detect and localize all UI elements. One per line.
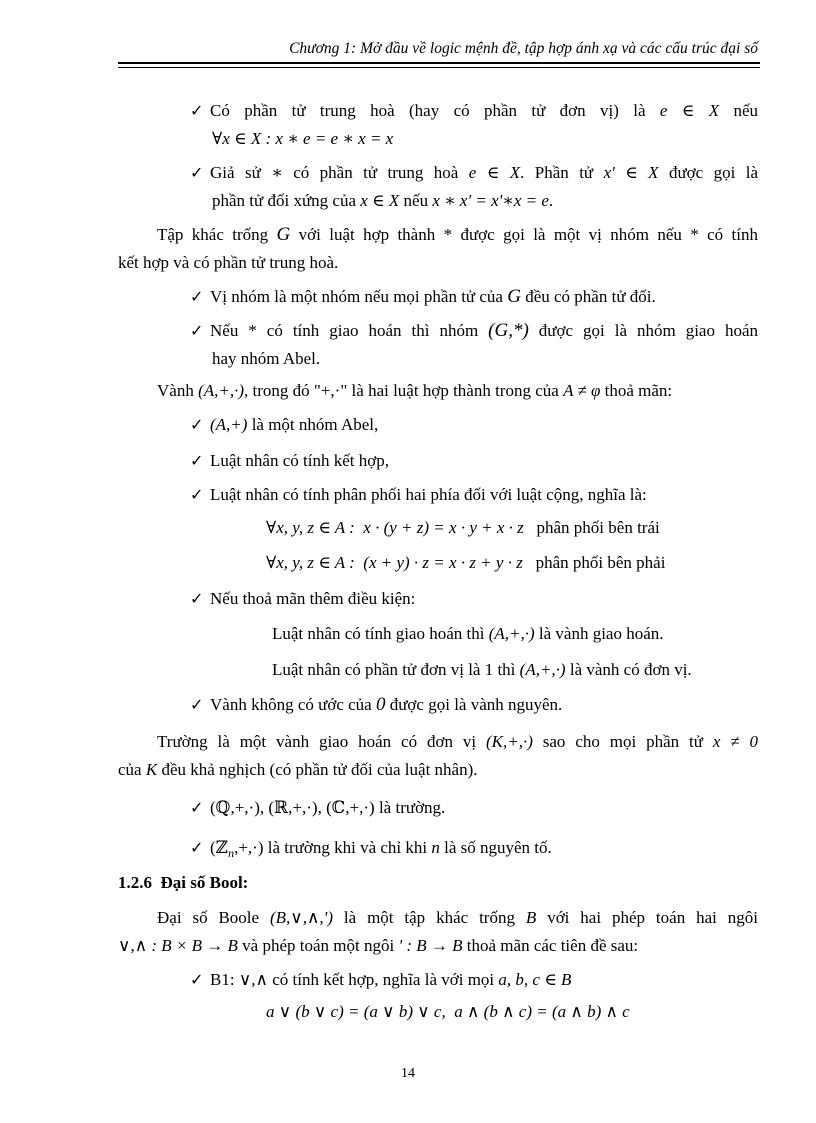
check-icon: ✓ (190, 838, 204, 857)
page-number: 14 (401, 1066, 415, 1081)
header-rule-thin (118, 67, 760, 68)
paragraph-field: Trường là một vành giao hoán có đơn vị (K,+,·) sao cho mọi phần tử x ≠ 0 (157, 732, 758, 751)
condition-unital-ring: Luật nhân có phần tử đơn vị là 1 thì (A,+,·) là vành có đơn vị. (272, 660, 692, 679)
paragraph-boolean-algebra: Đại số Boole (B,∨,∧,') là một tập khác trống B với hai phép toán hai ngôi (157, 908, 759, 927)
paragraph-monoid-line2: kết hợp và có phần tử trung hoà. (118, 253, 339, 272)
check-icon: ✓ (190, 589, 204, 608)
check-icon: ✓ (190, 415, 204, 434)
bullet-integral-domain: ✓ Vành không có ước của 0 được gọi là vành nguyên. (190, 691, 562, 719)
check-icon: ✓ (190, 970, 204, 989)
formula-associativity: a ∨ (b ∨ c) = (a ∨ b) ∨ c, a ∧ (b ∧ c) = (a ∧ b) ∧ c (266, 1002, 630, 1021)
bullet-group: ✓ Vị nhóm là một nhóm nếu mọi phần tử của G đều có phần tử đối. (190, 283, 656, 311)
bullet-number-fields: ✓ (ℚ,+,·), (ℝ,+,·), (ℂ,+,·) là trường. (190, 794, 445, 822)
check-icon: ✓ (190, 163, 204, 182)
paragraph-boolean-line2: ∨,∧ : B × B → B và phép toán một ngôi ' : B → B thoả mãn các tiên đề sau: (118, 936, 639, 955)
bullet-distributive: ✓ Luật nhân có tính phân phối hai phía đối với luật cộng, nghĩa là: (190, 481, 647, 509)
bullet-mult-associative: ✓ Luật nhân có tính kết hợp, (190, 447, 389, 475)
header-rule-thick (118, 62, 760, 64)
section-heading: 1.2.6 Đại số Bool: (118, 873, 249, 892)
check-icon: ✓ (190, 451, 204, 470)
bullet-identity-element: ✓ Có phần tử trung hoà (hay có phần tử đơn vị) là e ∈ X nếu (190, 97, 758, 125)
check-icon: ✓ (190, 695, 204, 714)
bullet-abelian-group: ✓ Nếu * có tính giao hoán thì nhóm (G,*) được gọi là nhóm giao hoán (190, 317, 758, 345)
bullet-zn-field: ✓ (ℤ$_n$,+,·) là trường khi và chỉ khi n là số nguyên tố. (190, 834, 552, 867)
paragraph-ring: Vành (A,+,·), trong đó "+,·" là hai luật hợp thành trong của A ≠ φ thoả mãn: (157, 381, 673, 400)
running-header: Chương 1: Mở đầu về logic mệnh đề, tập hợp ánh xạ và các cấu trúc đại số (289, 40, 758, 57)
formula-right-distributive: ∀x, y, z ∈ A : (x + y) · z = x · z + y · z phân phối bên phải (266, 553, 666, 572)
check-icon: ✓ (190, 287, 204, 306)
paragraph-monoid: Tập khác trống G với luật hợp thành * được gọi là một vị nhóm nếu * có tính (157, 224, 758, 245)
bullet-inverse-element: ✓ Giả sử ∗ có phần tử trung hoà e ∈ X. Phần tử x' ∈ X được gọi là (190, 159, 758, 187)
check-icon: ✓ (190, 798, 204, 817)
check-icon: ✓ (190, 321, 204, 340)
paragraph-field-line2: của K đều khả nghịch (có phần tử đối của luật nhân). (118, 760, 478, 779)
condition-commutative-ring: Luật nhân có tính giao hoán thì (A,+,·) là vành giao hoán. (272, 624, 664, 643)
inverse-definition-line: phần tử đối xứng của x ∈ X nếu x ∗ x' = x'∗x = e. (212, 191, 554, 210)
bullet-abelian-line2: hay nhóm Abel. (212, 349, 321, 368)
check-icon: ✓ (190, 101, 204, 120)
formula-identity: ∀x ∈ X : x ∗ e = e ∗ x = x (212, 129, 394, 148)
bullet-extra-conditions: ✓ Nếu thoả mãn thêm điều kiện: (190, 585, 415, 613)
check-icon: ✓ (190, 485, 204, 504)
bullet-axiom-b1: ✓ B1: ∨,∧ có tính kết hợp, nghĩa là với mọi a, b, c ∈ B (190, 966, 571, 994)
bullet-ring-abel: ✓ (A,+) là một nhóm Abel, (190, 411, 378, 439)
formula-left-distributive: ∀x, y, z ∈ A : x · (y + z) = x · y + x · z phân phối bên trái (266, 518, 660, 537)
